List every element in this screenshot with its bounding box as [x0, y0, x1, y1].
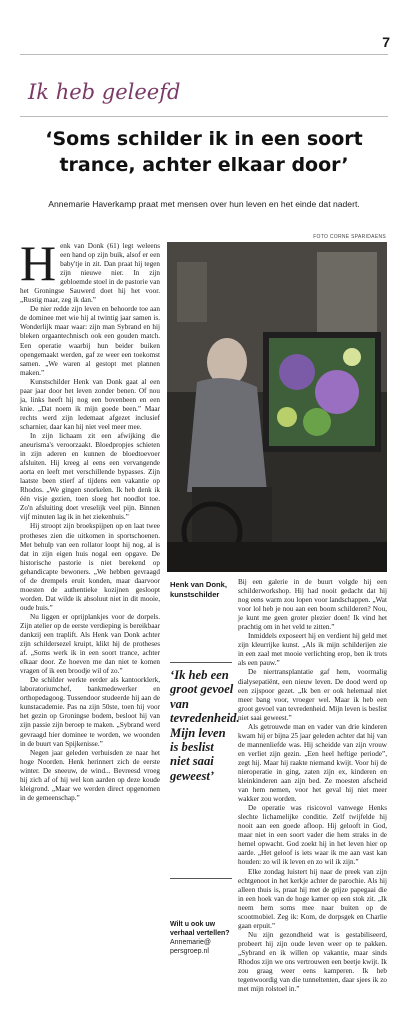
paragraph: Negen jaar geleden verhuisden ze naar het hoge Noorden. Henk herinnert zich de eerste winter. De sneeuw, de wind... Bevreesd vroeg hij zich af of hij wel kon aarden op deze koude kleigrond. „Maar we werden direct opgenomen in de gemeenschap.”: [20, 748, 160, 802]
quote-rule-top: [170, 662, 232, 663]
headline: ‘Soms schilder ik in een soort trance, achter elkaar door’: [45, 128, 363, 176]
intro-line: Annemarie Haverkamp praat met mensen over hun leven en het einde dat nadert.: [48, 199, 360, 209]
article-column-2: [238, 578, 387, 994]
paragraph: De operatie was risicovol vanwege Henks slechte lichamelijke conditie. Zelf twijfelde hij nooit aan een goede afloop. Hij gelooft in God, maar niet in een soort vader die hem straks in de hemel opwacht. God zoekt hij in het leven hier op aarde. „Het geloof is iets waar ik me aan vast kan houden: zo wil ik leven en zo wil ik zijn.”: [238, 804, 387, 867]
top-rule: [20, 54, 388, 55]
paragraph: enk van Donk (61) legt weleens een hand op zijn buik, alsof er een baby'tje in zit. Dan praat hij tegen zijn nieuwe nier. In zijn gebloemde stoel in de pastorie van het Groningse Sauwerd doet hij het voor. „Rustig maar, zeg ik dan.”: [20, 242, 160, 305]
photo-caption: Henk van Donk, kunstschilder: [170, 580, 227, 599]
reader-call: [170, 920, 234, 956]
rubric-rule: [20, 116, 388, 117]
quote-rule-bottom: [170, 878, 232, 879]
drop-cap: H: [20, 235, 57, 291]
paragraph: In zijn lichaam zit een afwijking die aneurisma's veroorzaakt. Bloedpropjes schieten in zijn aderen en kunnen de bloedtoevoer afsluiten. Hij kreeg al eens een vervangende aorta en leeft met verschillende bypasses. Zijn laatste been stierf af tijdens een vakantie op Rhodos. „We gingen snorkelen. Ik heb denk ik één visje gezien, toen sloeg het noodlot toe. Zo'n afsluiting doet vreselijk veel pijn. Binnen vijf minuten lag ik in het ziekenhuis.”: [20, 431, 160, 522]
reader-call-question: Wilt u ook uw verhaal vertellen?: [170, 921, 230, 937]
pull-quote: ‘Ik heb een groot gevoel van tevredenheid. Mijn leven is beslist niet saai geweest’: [170, 668, 240, 783]
paragraph: De niertransplantatie gaf hem, voormalig dialysepatiënt, een nieuw leven. De dood werd op een zijspoor gezet. „Ik ben er ook helemaal niet meer bang voor, vroeger wel. Maar ik heb een groot gevoel van tevredenheid. Mijn leven is beslist niet saai geweest.”: [238, 668, 387, 722]
photo-credit: FOTO CORNE SPARIDAENS: [313, 234, 386, 240]
paragraph: De nier redde zijn leven en behoorde toe aan de dominee met wie hij al twintig jaar samen is. Wonderlijk maar waar: zijn man Sybrand en hij bleken orgaantechnisch ook een gouden match. Een operatie waarbij hun beider buiken opengemaakt werden, gaf ze weer een toekomst samen. „We waren al gestopt met plannen maken.”: [20, 305, 160, 377]
paragraph: De schilder werkte eerder als kantoorklerk, laboratoriumchef, bankmedewerker en orthopedagoog. Tussendoor studeerde hij aan de kunstacademie. Pas na zijn 50ste, toen hij voor het gezin op Groningse bodem, besloot hij van zijn passie zijn beroep te maken. „Sybrand werd gevraagd hier dominee te worden, we woonden in de buurt van Spijkenisse.”: [20, 676, 160, 748]
paragraph: Als getrouwde man en vader van drie kinderen kwam hij er bijna 25 jaar geleden achter dat hij van de mannenliefde was. Hij scheidde van zijn vrouw en verliet zijn gezin. „Een heel heftige periode”, zegt hij. Maar hij raakte niemand kwijt. Voor hij de nieroperatie in ging, zaten zijn ex, kinderen en kleinkinderen aan zijn bed. Ze moesten afscheid van hem nemen, voor het geval hij niet meer wakker zou worden.: [238, 722, 387, 804]
article-column-1: [20, 235, 160, 803]
paragraph: Hij stroopt zijn broekspijpen op en laat twee protheses zien die uitkomen in sportschoenen. Met behulp van een rollator loopt hij nog, al is dat in zijn eigen huis nogal een opgave. De historische pastorie is niet berekend op gehandicapte bewoners. „We hebben gevraagd of de drempels eruit konden, maar daarvoor moesten de authentieke kozijnen gesloopt worden. Dat wilde ik absoluut niet in dit mooie, oude huis.”: [20, 522, 160, 612]
section-rubric: Ik heb geleefd: [28, 80, 181, 104]
paragraph: Kunstschilder Henk van Donk gaat al een paar jaar door het leven zonder benen. Of nou ja, links heeft hij nog een bovenbeen en een knie. „Dat noem ik mijn goede been.” Maar rechts werd zijn ledemaat afgezet inclusief scharnier, daar kan hij niet veel meer mee.: [20, 377, 160, 431]
page-number: 7: [382, 34, 390, 50]
paragraph: Nu liggen er oprijplankjes voor de dorpels. Zijn atelier op de eerste verdieping is bereikbaar dankzij een traplift. Als Henk van Donk achter zijn schildersezel kruipt, klikt hij de protheses af. „Soms werk ik in een soort trance, achter elkaar door. Ze hoeven me dan niet te komen vragen of ik een broodje wil of zo.”: [20, 612, 160, 676]
portrait-photo-icon: [167, 242, 387, 572]
paragraph: Inmiddels exposeert hij en verdient hij geld met zijn kleurrijke kunst. „Als ik mijn schilderijen zie in een zaal met mooie verlichting erop, ben ik trots als een pauw.”: [238, 632, 387, 668]
paragraph: Elke zondag luistert hij naar de preek van zijn echtgenoot in het kerkje achter de parochie. Als hij alleen thuis is, praat hij met de grijze papegaai die in een hoek van de hoge kamer op een stok zit. „Ik neem hem soms mee naar buiten op de scootmobiel. Zeg ik: Kom, de dorpsgek en Charlie gaan erpuit.”: [238, 867, 387, 930]
paragraph: Bij een galerie in de buurt volgde hij een schilderworkshop. Hij had nooit gedacht dat hij nog eens warm zou lopen voor landschappen. „Wat voor lol heb je nou aan een boom schilderen? Nou, je kunt me geen groter plezier doen! Ik vind het prachtig om in het veld te zitten.”: [238, 578, 387, 632]
reader-call-email-link[interactable]: Annemarie@ persgroep.nl: [170, 939, 211, 955]
paragraph: Nu zijn gezondheid wat is gestabiliseerd, probeert hij zijn oude leven weer op te pakken. „Sybrand en ik willen op vakantie, maar sinds Rhodos zijn we ons vertrouwen een beetje kwijt. Ik zou graag weer eens kamperen. Ik heb tegenwoordig van die tunneltenten, daar sjees ik zo met mijn rolstoel in.”: [238, 930, 387, 994]
